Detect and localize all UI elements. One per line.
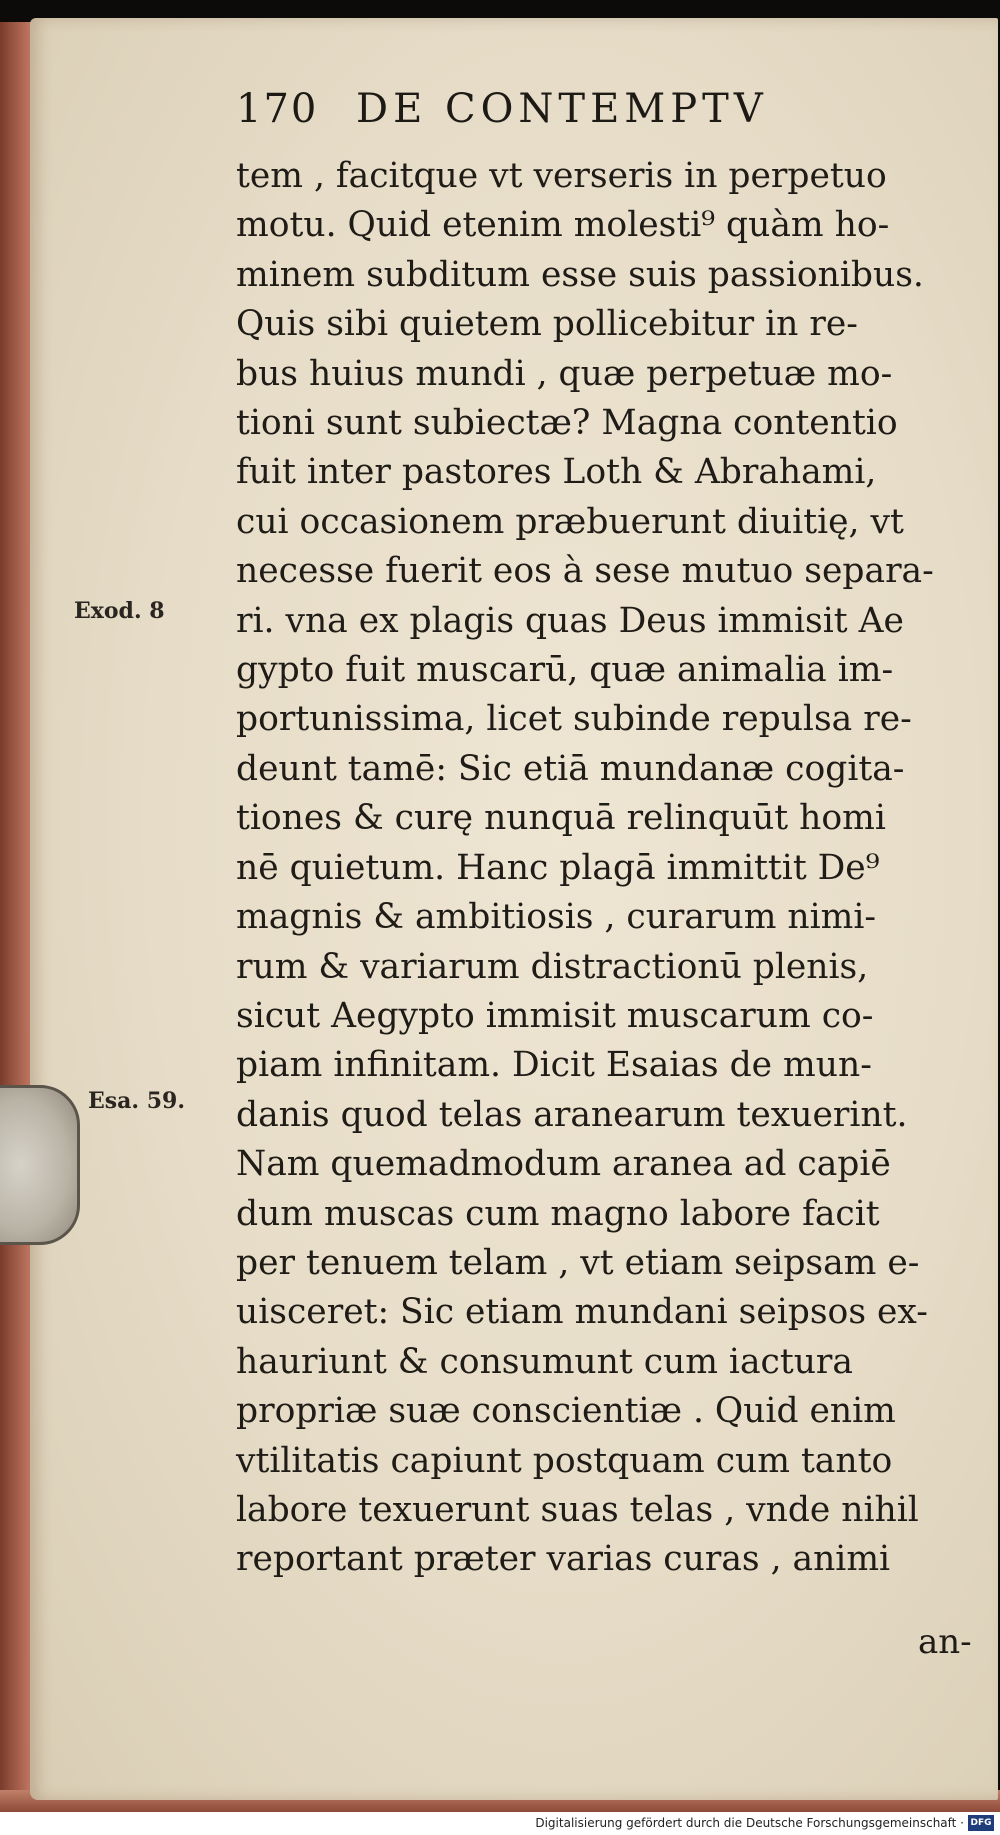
text-line: motu. Quid etenim molesti⁹ quàm ho- xyxy=(236,205,890,246)
text-line: sicut Aegypto immisit muscarum co- xyxy=(236,995,874,1036)
text-line: hauriunt & consumunt cum iactura xyxy=(236,1341,853,1382)
running-title: DE CONTEMPTV xyxy=(356,86,768,132)
page-body-text xyxy=(236,152,966,1585)
text-line: ri. vna ex plagis quas Deus immisit Ae xyxy=(236,600,904,641)
text-line: deunt tamē: Sic etiā mundanæ cogita- xyxy=(236,748,905,789)
text-line: uisceret: Sic etiam mundani seipsos ex- xyxy=(236,1292,928,1333)
text-line: danis quod telas aranearum texuerint. xyxy=(236,1094,908,1135)
text-line: cui occasionem præbuerunt diuitię, vt xyxy=(236,501,904,542)
margin-note-esaias: Esa. 59. xyxy=(88,1088,186,1114)
text-line: rum & variarum distractionū plenis, xyxy=(236,946,869,987)
text-line: portunissima, licet subinde repulsa re- xyxy=(236,699,912,740)
text-line: propriæ suæ conscientiæ . Quid enim xyxy=(236,1391,896,1432)
text-line: gypto fuit muscarū, quæ animalia im- xyxy=(236,650,894,691)
text-line: vtilitatis capiunt postquam cum tanto xyxy=(236,1440,893,1481)
text-line: bus huius mundi , quæ perpetuæ mo- xyxy=(236,353,893,394)
text-line: per tenuem telam , vt etiam seipsam e- xyxy=(236,1242,920,1283)
thumb-holding-page xyxy=(0,1085,80,1245)
text-line: piam infinitam. Dicit Esaias de mun- xyxy=(236,1045,872,1086)
catchword: an- xyxy=(918,1622,972,1662)
text-line: tiones & curę nunquā relinquūt homi xyxy=(236,798,886,839)
footer-credit: Digitalisierung gefördert durch die Deutsche Forschungsgemeinschaft · xyxy=(535,1816,964,1830)
page-number: 170 xyxy=(236,86,319,132)
dfg-logo-icon: DFG xyxy=(968,1815,994,1831)
margin-note-exodus: Exod. 8 xyxy=(74,598,165,624)
text-line: minem subditum esse suis passionibus. xyxy=(236,254,924,295)
text-line: nē quietum. Hanc plagā immittit De⁹ xyxy=(236,847,880,888)
text-line: Quis sibi quietem pollicebitur in re- xyxy=(236,304,858,345)
text-line: reportant præter varias curas , animi xyxy=(236,1539,891,1580)
text-line: fuit inter pastores Loth & Abrahami, xyxy=(236,452,877,493)
text-line: necesse fuerit eos à sese mutuo separa- xyxy=(236,551,934,592)
footer-bar xyxy=(0,1812,1000,1835)
text-line: Nam quemadmodum aranea ad capiē xyxy=(236,1144,891,1185)
page-header xyxy=(236,86,856,132)
text-line: tem , facitque vt verseris in perpetuo xyxy=(236,156,887,196)
text-line: magnis & ambitiosis , curarum nimi- xyxy=(236,897,877,938)
text-line: labore texuerunt suas telas , vnde nihil xyxy=(236,1489,919,1530)
text-line: tioni sunt subiectæ? Magna contentio xyxy=(236,403,898,444)
text-line: dum muscas cum magno labore facit xyxy=(236,1193,880,1234)
